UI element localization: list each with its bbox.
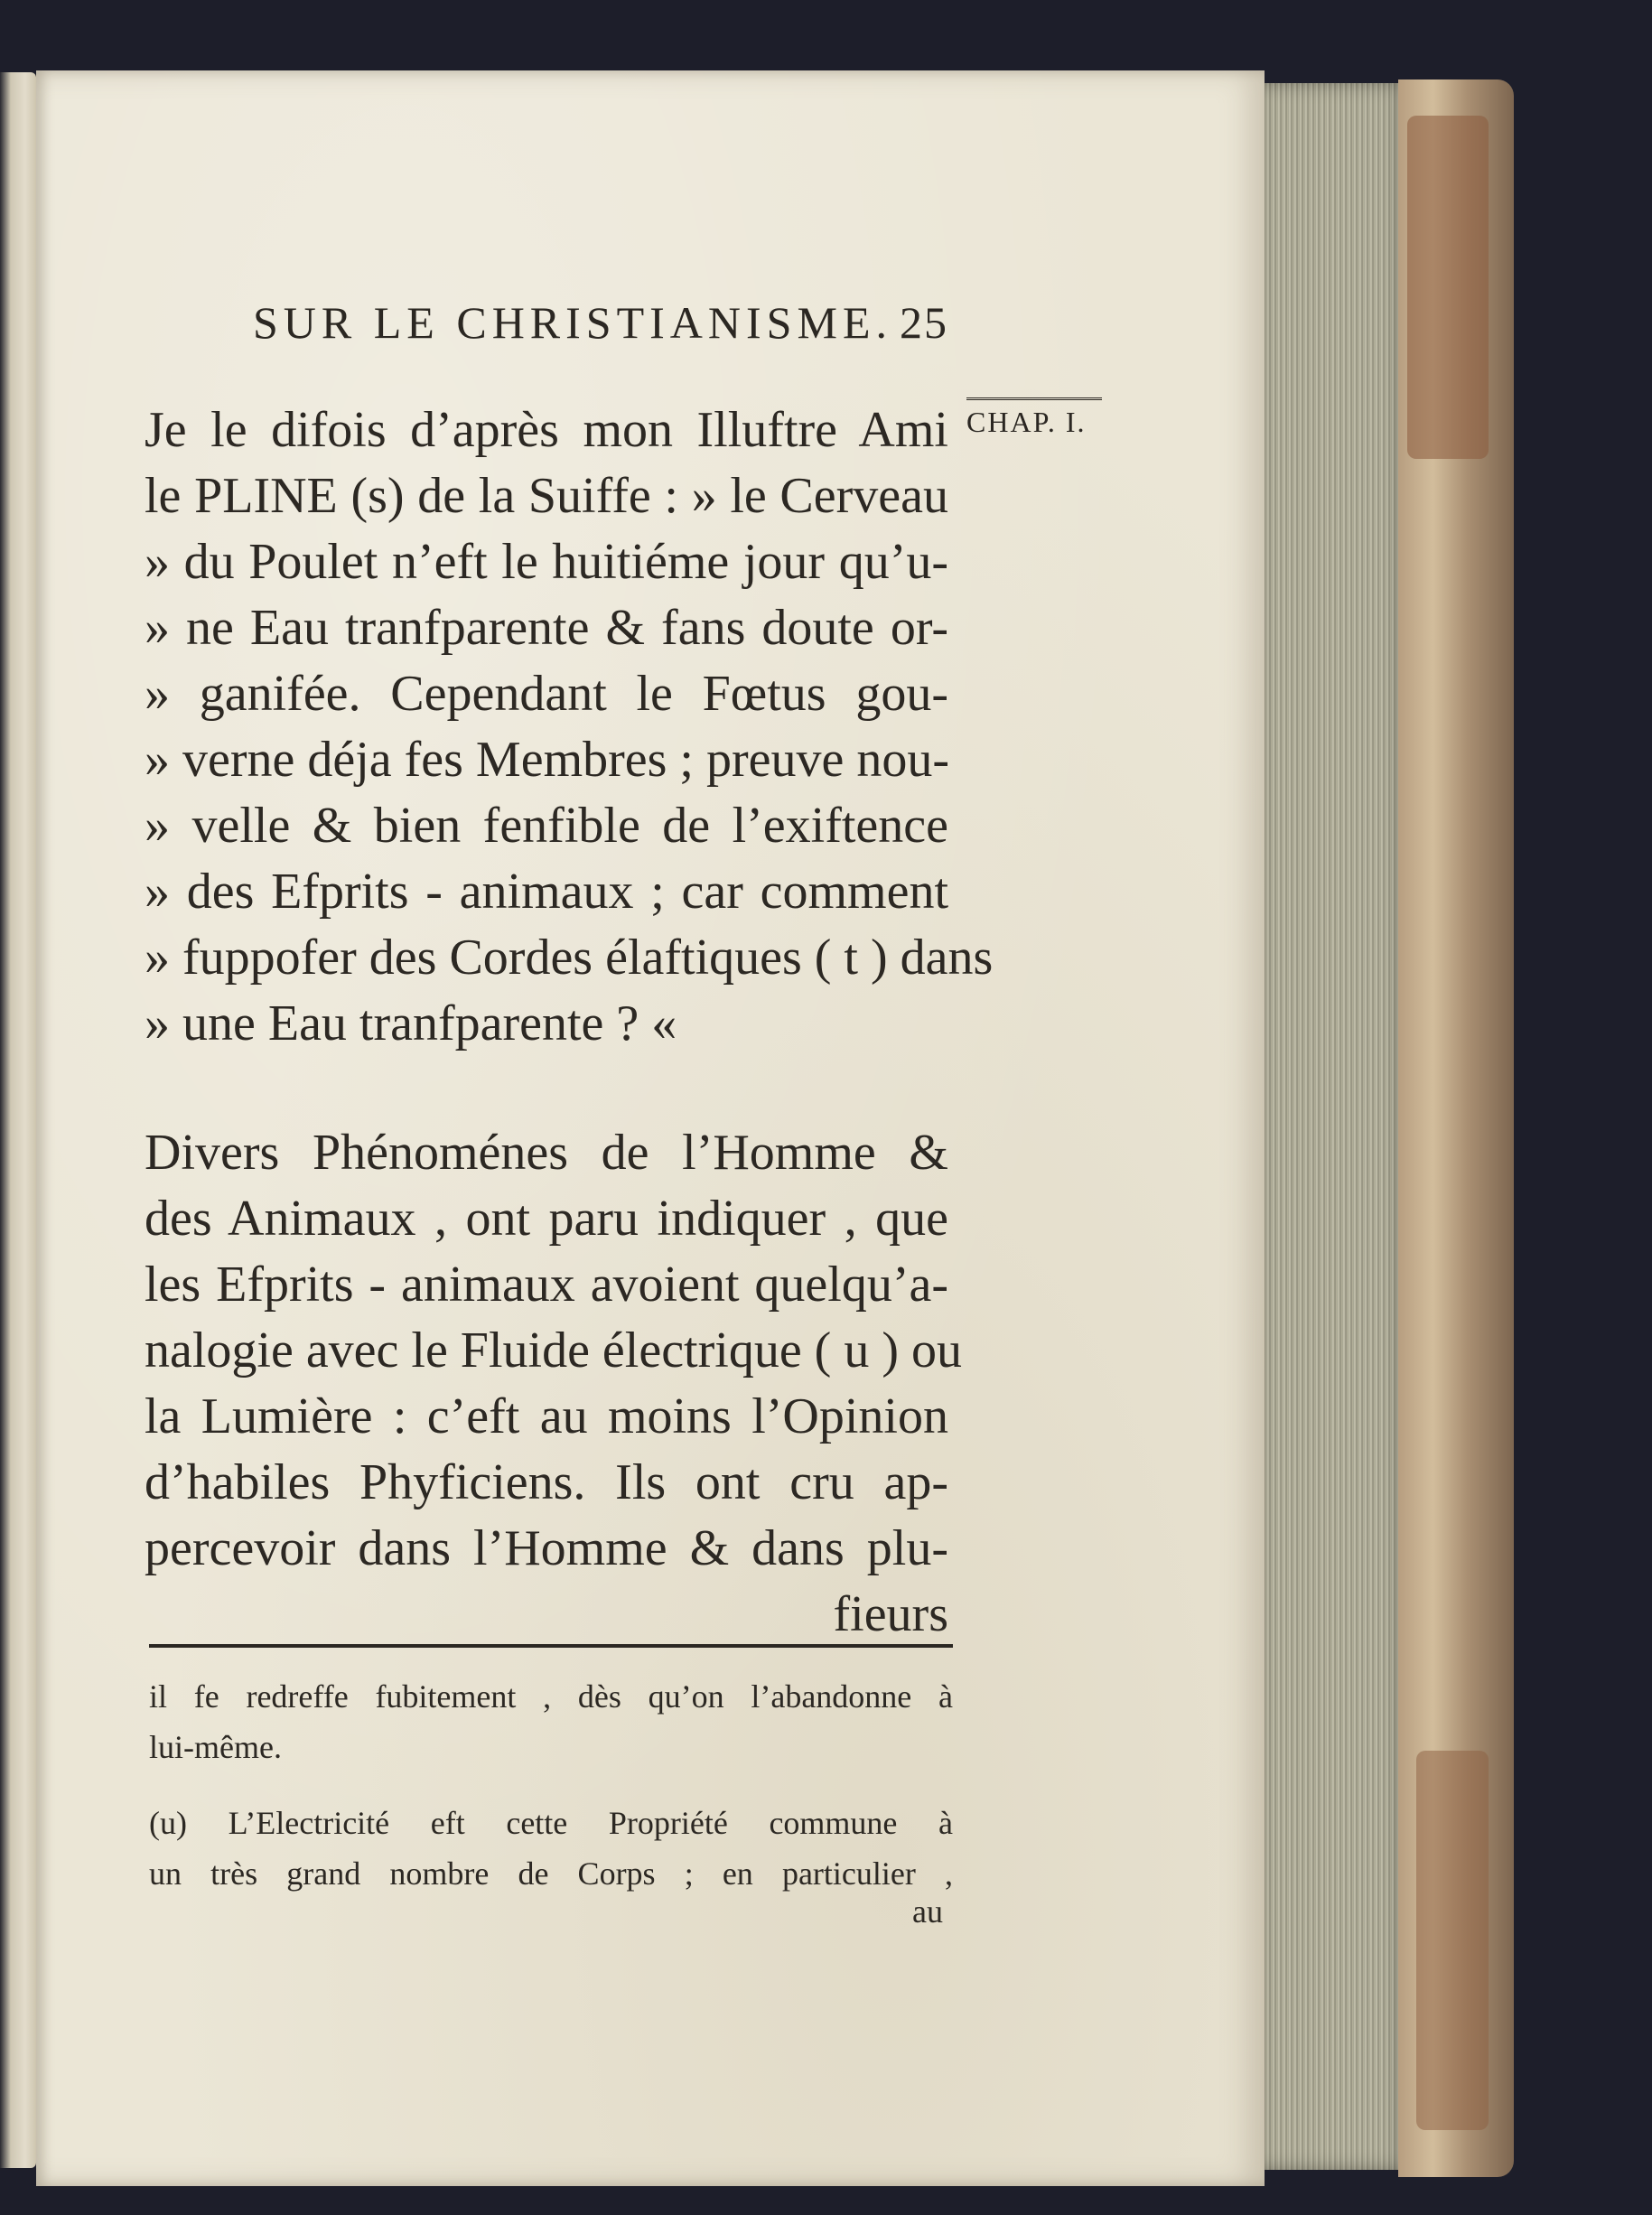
footnote-line: un très grand nombre de Corps ; en particulier , [149,1855,953,1892]
paragraph-1 [145,397,994,1057]
page-block-edges [1255,83,1400,2170]
text-line: » verne déja fes Membres ; preuve nou- [145,732,949,788]
text-line: » ganifée. Cependant le Fœtus gou- [145,666,948,722]
text-line: » des Efprits - animaux ; car comment [145,864,948,920]
text-line: d’habiles Phyficiens. Ils ont cru ap- [145,1454,948,1510]
margin-note [966,397,1111,439]
text-line: la Lumière : c’eft au moins l’Opinion [145,1388,948,1444]
running-header [253,296,957,360]
text-line: des Animaux , ont paru indiquer , que [145,1191,948,1247]
margin-rule [966,397,1102,400]
text-line: nalogie avec le Fluide électrique ( u ) ou [145,1322,962,1379]
catchword: au [912,1893,943,1930]
footnote-line: il fe redreffe fubitement , dès qu’on l’abandonne à [149,1678,953,1715]
text-line: les Efprits - animaux avoient quelqu’a- [145,1257,948,1313]
chapter-marker: CHAP. I. [966,406,1087,438]
book-cover-edge [1398,79,1514,2177]
text-line: » velle & bien fenfible de l’exiftence [145,798,948,854]
footnote-line: (u) L’Electricité eft cette Propriété commune à [149,1805,953,1841]
text-line: le PLINE (s) de la Suiffe : » le Cerveau [145,468,948,524]
page-number: 25 [900,297,948,348]
text-line: » une Eau tranfparente ? « [145,995,677,1051]
text-line: » ne Eau tranfparente & fans doute or- [145,600,948,656]
previous-page-edge [0,72,36,2168]
text-line: » fuppofer des Cordes élaftiques ( t ) dans [145,930,994,986]
footnotes [149,1671,953,1899]
text-line: Je le difois d’après mon Illuftre Ami [145,402,948,458]
text-line: » du Poulet n’eft le huitiéme jour qu’u- [145,534,948,590]
paragraph-2 [145,1120,962,1648]
text-line: fieurs [833,1586,948,1642]
footnote-line: lui-même. [149,1729,282,1765]
text-line: percevoir dans l’Homme & dans plu- [145,1520,948,1576]
footnote-rule [149,1644,953,1648]
text-line: Divers Phénoménes de l’Homme & [145,1125,948,1181]
running-title: SUR LE CHRISTIANISME. [253,297,892,348]
